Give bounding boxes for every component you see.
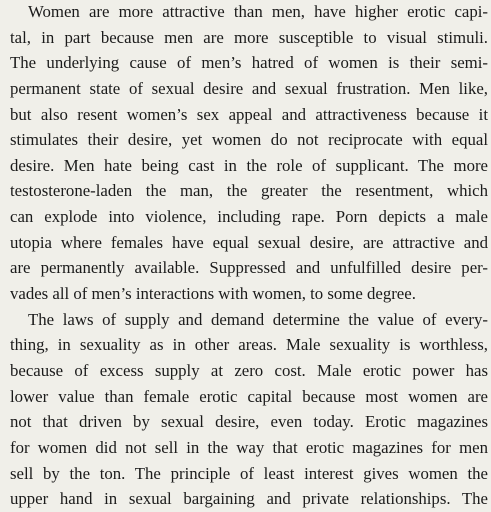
text-line: upper hand in sexual bargaining and private relationships. The [10,489,488,509]
text-line: can explode into violence, including rape. Porn depicts a male [10,207,488,227]
text-line: testosterone-laden the man, the greater the resentment, which [10,181,488,201]
text-line: The underlying cause of men’s hatred of women is their semi- [10,53,488,73]
text-line: stimulates their desire, yet women do not reciprocate with equal [10,130,488,150]
text-line: because of excess supply at zero cost. Male erotic power has [10,360,488,380]
paragraph [10,0,488,307]
text-line: The laws of supply and demand determine the value of every- [28,309,488,329]
text-line: utopia where females have equal sexual desire, are attractive and [10,232,488,252]
text-line: permanent state of sexual desire and sexual frustration. Men like, [10,78,488,98]
text-line: but also resent women’s sex appeal and attractiveness because it [10,104,488,124]
text-line: Women are more attractive than men, have higher erotic capi- [28,2,488,21]
text-line: not that driven by sexual desire, even today. Erotic magazines [10,412,488,432]
paragraph [10,307,488,512]
body-text [10,0,488,512]
text-line: are permanently available. Suppressed and unfulfilled desire per- [10,258,488,278]
text-line: sell by the ton. The principle of least interest gives women the [10,463,488,483]
text-line: tal, in part because men are more susceptible to visual stimuli. [10,27,488,47]
text-line: desire. Men hate being cast in the role of supplicant. The more [10,155,488,175]
text-line: vades all of men’s interactions with women, to some degree. [10,284,416,304]
text-line: for women did not sell in the way that erotic magazines for men [10,437,488,457]
text-line: thing, in sexuality as in other areas. Male sexuality is worthless, [10,335,488,355]
text-line: lower value than female erotic capital because most women are [10,386,488,406]
